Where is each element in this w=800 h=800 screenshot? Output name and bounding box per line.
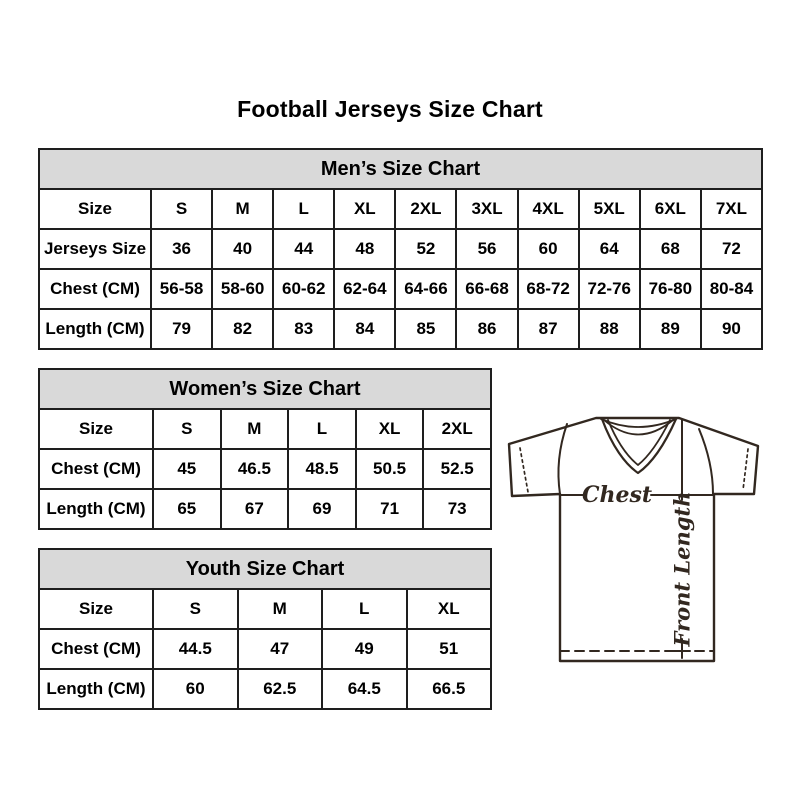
table-cell: 90	[700, 310, 761, 348]
table-cell: L	[287, 410, 355, 448]
table-cell: 88	[578, 310, 639, 348]
table-row	[40, 628, 490, 668]
table-cell: 60-62	[272, 270, 333, 308]
table-cell: 52.5	[422, 450, 490, 488]
table-row	[40, 408, 490, 448]
table-cell: 87	[517, 310, 578, 348]
table-row	[40, 448, 490, 488]
table-cell: XL	[355, 410, 423, 448]
table-cell: 56-58	[150, 270, 211, 308]
row-label: Chest (CM)	[51, 459, 141, 478]
row-label: Length (CM)	[46, 499, 146, 518]
table-cell: 86	[455, 310, 516, 348]
table-cell: 36	[150, 230, 211, 268]
table-cell: S	[150, 190, 211, 228]
jersey-outline	[509, 418, 758, 661]
row-label: Chest (CM)	[50, 279, 140, 298]
table-cell: S	[152, 590, 237, 628]
table-row	[40, 668, 490, 708]
jersey-diagram	[498, 408, 778, 673]
table-cell: 52	[394, 230, 455, 268]
table-cell: 72	[700, 230, 761, 268]
table-cell: 4XL	[517, 190, 578, 228]
table-cell: M	[237, 590, 322, 628]
table-cell: 48	[333, 230, 394, 268]
row-label: Chest (CM)	[51, 639, 141, 658]
table-title: Women’s Size Chart	[40, 370, 490, 408]
table-cell: 3XL	[455, 190, 516, 228]
table-cell: 45	[152, 450, 220, 488]
table-cell: 72-76	[578, 270, 639, 308]
table-cell: 56	[455, 230, 516, 268]
table-cell: 47	[237, 630, 322, 668]
table-cell: 84	[333, 310, 394, 348]
table-cell: 49	[321, 630, 406, 668]
table-row	[40, 188, 761, 228]
table-title: Men’s Size Chart	[40, 150, 761, 188]
table-cell: 62.5	[237, 670, 322, 708]
table-cell: L	[272, 190, 333, 228]
table-cell: 7XL	[700, 190, 761, 228]
table-body	[40, 188, 761, 348]
chest-label: Chest	[581, 482, 653, 508]
table-cell: 51	[406, 630, 491, 668]
table-cell: 80-84	[700, 270, 761, 308]
table-cell: 64	[578, 230, 639, 268]
table-cell: 83	[272, 310, 333, 348]
table-cell: 85	[394, 310, 455, 348]
row-label: Size	[78, 419, 114, 438]
table-cell: 44.5	[152, 630, 237, 668]
table-cell: 76-80	[639, 270, 700, 308]
table-cell: 68	[639, 230, 700, 268]
row-label: Length (CM)	[46, 679, 146, 698]
youth-size-table	[38, 548, 492, 710]
table-cell: S	[152, 410, 220, 448]
table-cell: 62-64	[333, 270, 394, 308]
table-cell: 60	[517, 230, 578, 268]
table-cell: XL	[333, 190, 394, 228]
table-cell: 82	[211, 310, 272, 348]
table-cell: XL	[406, 590, 491, 628]
table-cell: 69	[287, 490, 355, 528]
front-length-label: Front Length	[669, 491, 695, 647]
table-cell: 2XL	[422, 410, 490, 448]
table-row	[40, 588, 490, 628]
page-title: Football Jerseys Size Chart	[237, 96, 543, 122]
table-cell: 44	[272, 230, 333, 268]
table-row	[40, 228, 761, 268]
table-cell: M	[220, 410, 288, 448]
table-cell: 66-68	[455, 270, 516, 308]
table-body	[40, 588, 490, 708]
table-cell: 67	[220, 490, 288, 528]
table-cell: 2XL	[394, 190, 455, 228]
table-cell: 40	[211, 230, 272, 268]
table-cell: 89	[639, 310, 700, 348]
table-body	[40, 408, 490, 528]
table-cell: 64.5	[321, 670, 406, 708]
table-cell: 5XL	[578, 190, 639, 228]
row-label: Size	[78, 599, 114, 618]
table-cell: 6XL	[639, 190, 700, 228]
mens-size-table	[38, 148, 763, 350]
row-label: Jerseys Size	[43, 239, 147, 258]
table-cell: 48.5	[287, 450, 355, 488]
table-cell: 65	[152, 490, 220, 528]
table-cell: M	[211, 190, 272, 228]
table-row	[40, 268, 761, 308]
table-title: Youth Size Chart	[40, 550, 490, 588]
table-cell: 73	[422, 490, 490, 528]
table-cell: 58-60	[211, 270, 272, 308]
table-row	[40, 308, 761, 348]
table-cell: 50.5	[355, 450, 423, 488]
table-cell: 71	[355, 490, 423, 528]
table-cell: 64-66	[394, 270, 455, 308]
table-cell: L	[321, 590, 406, 628]
table-cell: 68-72	[517, 270, 578, 308]
row-label: Size	[77, 199, 113, 218]
table-row	[40, 488, 490, 528]
table-cell: 60	[152, 670, 237, 708]
table-cell: 66.5	[406, 670, 491, 708]
womens-size-table	[38, 368, 492, 530]
row-label: Length (CM)	[45, 319, 145, 338]
table-cell: 79	[150, 310, 211, 348]
table-cell: 46.5	[220, 450, 288, 488]
